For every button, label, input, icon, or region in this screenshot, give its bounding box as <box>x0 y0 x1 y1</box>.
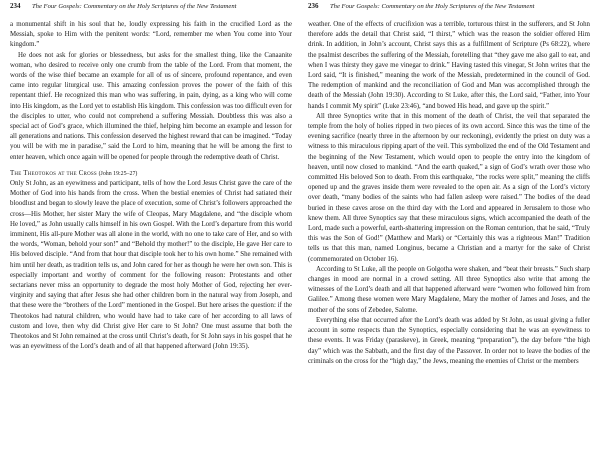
section-heading <box>10 169 292 179</box>
paragraph: weather. One of the effects of crucifixion was a terrible, torturous thirst in the sufferers, and St John therefore adds the detail that Christ said, “I thirst,” which was the reason the soldier offered Him drink. In addition, in John’s account, Christ says this as a fulfillment of Scripture (Ps 68:22), where the psalmist describes the suffering of the Messiah, foretelling that “they gave me also gall to eat, and when I was thirsty they gave me vinegar to drink.” Having tasted this vinegar, St John writes that the Lord said, “It is finished,” meaning the work of the Messiah, predetermined in the council of God. The redemption of mankind and the reconciliation of God and Man was accomplished through the death of the Messiah (John 19:30). According to St Luke, after this, the Lord said, “Father, into Your hands I commit My spirit” (Luke 23:46), “and bowed His head, and gave up the spirit.” <box>308 21 590 110</box>
right-page-body <box>308 20 590 367</box>
paragraph: He does not ask for glories or blessedness, but asks for the smallest thing, like the Canaanite woman, who desired to receive only one crumb from the table of the Lord. From that moment, the words of the wise thief became an example for all of us of sincere, profound repentance, and even came into regular liturgical use. This amazing confession proves the power of the faith of this repentant thief. He recognized this man who was suffering, in pain, dying, as a king who will come into His kingdom, as the Lord yet to establish His kingdom. This confession was too difficult even for the disciples to utter, who could not comprehend a suffering Messiah. Doubtless this was also a special act of God’s grace, which illumined the thief, helping him become an example and lesson for all generations and nations. This confession deserved the highest reward that can be imagined. “Today you will be with me in paradise,” said the Lord to him, meaning that he will be among the first to enter heaven, which once again will be opened for people through the redemptive death of Christ. <box>10 51 292 161</box>
paragraph: a monumental shift in his soul that he, loudly expressing his faith in the crucified Lord as the Messiah, spoke to Him with the penitent words: “Lord, remember me when You come into Your kingdom.” <box>10 21 292 49</box>
right-page-header <box>308 2 590 14</box>
left-page-body <box>10 20 292 353</box>
paragraph: According to St Luke, all the people on Golgotha were shaken, and “beat their breasts.” Such sharp changes in mood are normal in a crowd setting. All three Synoptics also write that among the witnesses of the Lord’s death and all that happened afterward were “women who followed him from Galilee.” Among these women were Mary Magdalene, Mary the mother of James and Joses, and the mother of the sons of Zebedee, Salome. <box>308 265 590 314</box>
paragraph: Only St John, as an eyewitness and participant, tells of how the Lord Jesus Christ gave the care of the Mother of God into his hands from the cross. When the bestial enemies of Christ had satiated their bloodlust and began to slowly leave the place of execution, some of Christ’s followers approached the cross—His Mother, her sister Mary the wife of Cleopas, Mary Magdalene, and “the disciple whom He loved,” as John usually calls himself in his own Gospel. With the Lord’s departure from this world imminent, His all-pure Mother was all alone in the world, with no one to take care of Her, and so with the words, “Woman, behold your son!” and “Behold thy mother!” to the disciple, He gave Her care to His beloved disciple. “And from that hour that disciple took her to his own home.” She remained with him until her death, as tradition tells us, and John cared for her as though he were her own son. This is especially important and worthy of comment for the following reason: Protestants and other sectarians never miss an opportunity to degrade the most holy Mother of God, rejecting her ever-virginity and saying that after Jesus she had other children born in the natural way from Joseph, and that these were the “brothers of the Lord” mentioned in the Gospel. But here arises the question: if the Theotokos had natural children, who would have had to take care of her according to all laws of custom and love, then why did Christ give Her care to St John? One must assume that both the Theotokos and St John remained at the cross until Christ’s death, for St John says in his gospel that he was an eyewitness of the Lord’s death and of all that happened afterward (John 19:35). <box>10 180 292 351</box>
right-page <box>300 0 600 458</box>
left-page-header <box>10 2 292 14</box>
right-running-title: The Four Gospels: Commentary on the Holy Scriptures of the New Testament <box>330 3 535 10</box>
left-page-number: 234 <box>10 2 21 10</box>
paragraph: All three Synoptics write that in this moment of the death of Christ, the veil that separated the temple from the holy of holies ripped in two pieces of its own accord. Since this was the time of the evening sacrifice (nearly three in the afternoon by our reckoning), evidently the priest on duty was a witness to this miraculous ripping apart of the veil. This symbolized the end of the Old Testament and the beginning of the New Testament, which would open to people the entry into the kingdom of heaven, until now closed to mankind. “And the earth quaked,” a sign of God’s wrath over those who committed His beloved Son to death. From this earthquake, “the rocks were split,” meaning the cliffs opened up and the graves inside them were revealed to the open air. As a sign of the Lord’s victory over death, “many bodies of the saints who had fallen asleep were raised.” The bodies of the dead buried in these caves arose on the third day with the Lord and appeared in Jerusalem to those who knew them. All three Synoptics say that these miraculous signs, which accompanied the death of the Lord, made such a powerful, earth-shattering impression on the Roman centurion, that he said, “Truly this was the Son of God!” (Matthew and Mark) or “Certainly this was a righteous Man!” Tradition tells us that this man, named Longinus, became a Christian and a martyr for the sake of Christ (commemorated on October 16). <box>308 112 590 263</box>
left-running-title: The Four Gospels: Commentary on the Holy Scriptures of the New Testament <box>32 3 237 10</box>
section-reference: (John 19:25–27) <box>98 170 138 177</box>
paragraph: Everything else that occurred after the Lord’s death was added by St John, as usual giving a fuller account in some respects than the Synoptics, especially considering that he was an eyewitness to these events. It was Friday (paraskeve), in Greek, meaning “preparation”), the day before “the high day” which was the Sabbath, and the first day of the Passover. In order not to leave the bodies of the criminals on the cross for the “high day,” the Jews, meaning the enemies of Christ or the members <box>308 316 590 365</box>
right-page-number: 236 <box>308 2 319 10</box>
section-title: The Theotokos at the Cross <box>10 169 97 177</box>
